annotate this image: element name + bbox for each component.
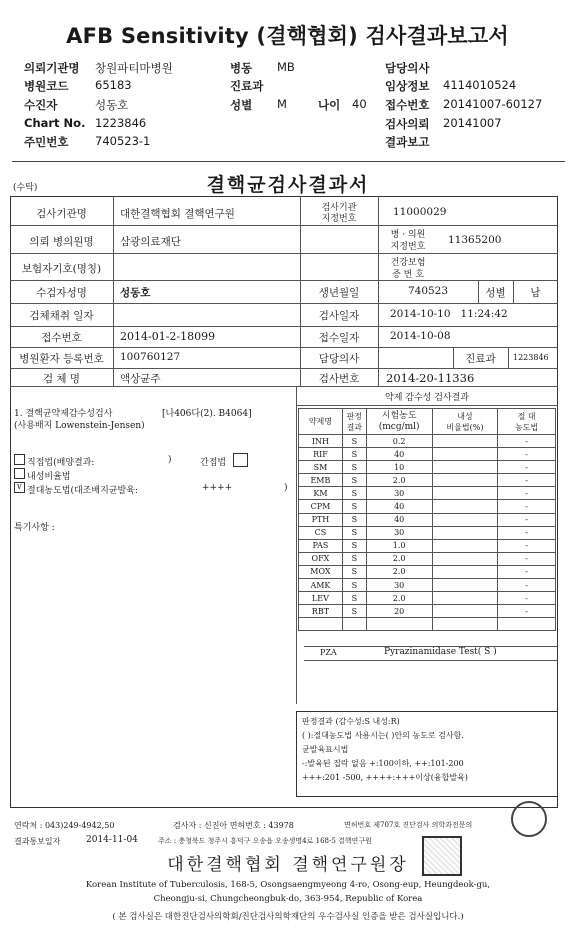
result-value: S — [342, 500, 366, 513]
pza-value: Pyrazinamidase Test( S ) — [384, 647, 497, 657]
result-value: S — [342, 448, 366, 461]
legend-line1: 판정결과 (감수성:S 내성:R) — [302, 717, 400, 726]
ratio-value — [432, 487, 498, 500]
absolute-value: - — [498, 579, 556, 592]
receipt-date-label: 접수일자 — [318, 332, 360, 344]
remarks-label: 특기사항 : — [14, 523, 55, 533]
receipt-number-label: 접수번호 — [385, 98, 430, 112]
results-title: 약제 감수성 검사결과 — [385, 393, 469, 403]
hospital-code-label: 병원코드 — [24, 79, 69, 93]
age-value: 40 — [352, 97, 367, 111]
drug-name: PAS — [299, 539, 343, 552]
certification-note: ( 본 검사실은 대한진단검사의학회/진단검사의학재단의 우수검사실 인증을 받은 검사실입니다.) — [112, 912, 464, 922]
drug-name — [299, 618, 343, 631]
result-value: S — [342, 513, 366, 526]
row-divider — [10, 303, 558, 304]
ratio-value — [432, 513, 498, 526]
direct-method-close: ) — [168, 455, 172, 465]
control-growth-close: ) — [284, 483, 288, 493]
drug-name: OFX — [299, 552, 343, 565]
result-value: S — [342, 579, 366, 592]
resident-number-label: 주민번호 — [24, 135, 69, 149]
director-seal — [422, 836, 462, 876]
col-divider — [508, 347, 509, 368]
header-divider — [12, 161, 565, 162]
ratio-value — [432, 592, 498, 605]
legend-line3: 균발육표시법 — [302, 745, 349, 754]
chart-no-label: Chart No. — [24, 116, 86, 130]
conc-value: 40 — [366, 448, 432, 461]
control-growth-value: ++++ — [202, 483, 233, 493]
ratio-value — [432, 618, 498, 631]
tb-result-form — [8, 168, 568, 928]
exam-org-code-label-1: 검사기관 — [321, 203, 357, 213]
sex-value: 남 — [530, 287, 541, 299]
report-title: AFB Sensitivity (결핵협회) 검사결과보고서 — [66, 24, 509, 48]
patient-value: 성동호 — [95, 98, 129, 112]
sex-label: 성별 — [230, 98, 253, 112]
drug-name: INH — [299, 435, 343, 448]
conc-value: 2.0 — [366, 474, 432, 487]
conc-value: 30 — [366, 487, 432, 500]
english-address-1: Korean Institute of Tuberculosis, 168-5, Osongsaengmyeong 4-ro, Osong-eup, Heungdeok-gu, — [85, 880, 491, 890]
absolute-value: - — [498, 526, 556, 539]
drug-row — [299, 448, 556, 461]
receipt-date-value: 2014-10-08 — [390, 330, 451, 342]
attending-doctor-label: 담당의사 — [318, 353, 360, 365]
result-value: S — [342, 474, 366, 487]
sex-label: 성별 — [485, 287, 506, 299]
absolute-value: - — [498, 605, 556, 618]
chart-no-value: 1223846 — [95, 116, 147, 130]
drug-row — [299, 592, 556, 605]
test-number-label: 검사번호 — [318, 373, 360, 385]
subject-name-value: 성동호 — [120, 287, 151, 299]
header-ratio: 내성 비율법(%) — [432, 409, 498, 435]
birthdate-value: 740523 — [407, 285, 449, 297]
drug-name: RBT — [299, 605, 343, 618]
conc-value: 30 — [366, 526, 432, 539]
ratio-value — [432, 474, 498, 487]
header-absolute: 절 대 농도법 — [498, 409, 556, 435]
test-method-line2: (사용배지 Lowenstein-Jensen) — [14, 421, 145, 431]
susceptibility-table — [298, 408, 556, 631]
row-divider — [10, 347, 558, 348]
drug-row — [299, 526, 556, 539]
drug-row — [299, 461, 556, 474]
referring-hospital-label: 의뢰 병의원명 — [29, 236, 94, 248]
form-title: 결핵균검사결과서 — [206, 174, 370, 196]
exam-org-label: 검사기관명 — [36, 208, 87, 220]
ratio-value — [432, 448, 498, 461]
drug-row — [299, 552, 556, 565]
sex-value: M — [277, 97, 287, 111]
test-number-value: 2014-20-11336 — [386, 371, 475, 385]
absolute-value: - — [498, 500, 556, 513]
address-info: 주소 : 충청북도 청주시 흥덕구 오송읍 오송생명4로 168-5 결핵연구원 — [158, 837, 372, 845]
result-value: S — [342, 526, 366, 539]
drug-row — [299, 487, 556, 500]
legend-line4: -:발육된 집락 없음 +:100이하, ++:101-200 — [302, 759, 464, 768]
conc-value: 20 — [366, 605, 432, 618]
results-title-divider — [296, 405, 558, 406]
absolute-conc-label: 절대농도법(대조배지균발육: — [27, 486, 138, 496]
absolute-value — [498, 618, 556, 631]
result-value: S — [342, 487, 366, 500]
health-insurance-label-1: 건강보험 — [390, 258, 426, 268]
ratio-value — [432, 605, 498, 618]
request-date-label: 검사의뢰 — [385, 117, 430, 131]
ratio-value — [432, 539, 498, 552]
health-insurance-label-2: 증 번 호 — [392, 270, 424, 280]
indirect-method-label: 간접법 — [200, 458, 227, 468]
hospital-code-label-1: 병 · 의원 — [390, 230, 426, 240]
drug-row — [299, 500, 556, 513]
absolute-value: - — [498, 448, 556, 461]
absolute-value: - — [498, 474, 556, 487]
pza-bottom-line — [304, 660, 558, 661]
hospital-code-value: 11365200 — [448, 234, 502, 246]
english-address-2: Cheongju-si, Chungcheongbuk-do, 363-954, Republic of Korea — [153, 894, 423, 904]
result-value: S — [342, 435, 366, 448]
conc-value — [366, 618, 432, 631]
drug-name: LEV — [299, 592, 343, 605]
section-divider — [296, 386, 297, 704]
conc-value: 40 — [366, 513, 432, 526]
result-value: S — [342, 605, 366, 618]
patient-reg-value: 100760127 — [120, 351, 181, 363]
official-stamp — [511, 801, 547, 837]
form-tag: (수탁) — [13, 183, 38, 193]
drug-name: CPM — [299, 500, 343, 513]
referring-hospital-value: 삼광의료재단 — [120, 236, 181, 248]
result-value: S — [342, 592, 366, 605]
clinical-info-value: 4114010524 — [443, 78, 517, 92]
absolute-value: - — [498, 552, 556, 565]
absolute-value: - — [498, 513, 556, 526]
drug-row — [299, 474, 556, 487]
drug-name: PTH — [299, 513, 343, 526]
department-label: 진료과 — [465, 353, 496, 365]
accession-number-value: 2014-01-2-18099 — [120, 330, 216, 343]
absolute-value: - — [498, 565, 556, 578]
doctor-label: 담당의사 — [385, 61, 430, 75]
absolute-conc-checkbox[interactable] — [14, 482, 25, 493]
birthdate-label: 생년월일 — [318, 287, 360, 299]
ratio-value — [432, 500, 498, 513]
test-date-value: 2014-10-10 11:24:42 — [390, 308, 508, 320]
conc-value: 2.0 — [366, 552, 432, 565]
row-divider — [10, 280, 558, 281]
report-date-label: 결과통보일자 — [14, 837, 61, 846]
result-value: S — [342, 461, 366, 474]
drug-row — [299, 513, 556, 526]
conc-value: 2.0 — [366, 592, 432, 605]
ratio-value — [432, 461, 498, 474]
insurance-label: 보험자기호(명칭) — [21, 263, 102, 275]
indirect-method-checkbox[interactable] — [233, 453, 248, 467]
check-mark: v — [17, 482, 22, 491]
examiner-info: 검사자 : 신진아 면허번호 : 43978 — [173, 821, 294, 830]
sample-date-label: 검체채취 일자 — [29, 310, 94, 322]
conc-value: 0.2 — [366, 435, 432, 448]
ward-value: MB — [277, 60, 295, 74]
test-method-line1b: [나406다(2). B4064] — [162, 409, 252, 419]
resistance-ratio-checkbox[interactable] — [14, 468, 25, 479]
drug-name: MOX — [299, 565, 343, 578]
col-divider — [113, 196, 114, 386]
header-drug: 약제명 — [299, 409, 343, 435]
conc-value: 30 — [366, 579, 432, 592]
pza-label: PZA — [320, 648, 337, 657]
exam-org-code-value: 11000029 — [393, 206, 447, 218]
patient-label: 수진자 — [24, 98, 58, 112]
conc-value: 1.0 — [366, 539, 432, 552]
resident-number-value: 740523-1 — [95, 134, 151, 148]
result-value: S — [342, 565, 366, 578]
row-divider — [10, 253, 558, 254]
drug-row — [299, 579, 556, 592]
result-value: S — [342, 552, 366, 565]
specimen-value: 액상균주 — [120, 373, 161, 385]
conc-value: 2.0 — [366, 565, 432, 578]
result-value: S — [342, 539, 366, 552]
hospital-code-label-2: 지정번호 — [390, 242, 426, 252]
receipt-number-value: 20141007-60127 — [443, 97, 543, 111]
department-value: 1223846 — [513, 353, 549, 362]
legend-line5: +++:201 -500, ++++:+++이상(융합발육) — [302, 773, 468, 782]
direct-method-label: 직접법(배양결과: — [27, 458, 95, 468]
ratio-value — [432, 565, 498, 578]
drug-name: KM — [299, 487, 343, 500]
test-date-label: 검사일자 — [318, 310, 360, 322]
ratio-value — [432, 435, 498, 448]
clinical-info-label: 임상정보 — [385, 79, 430, 93]
report-date-value: 2014-11-04 — [86, 835, 138, 845]
subject-name-label: 수검자성명 — [36, 287, 87, 299]
row-divider — [10, 326, 558, 327]
absolute-value: - — [498, 539, 556, 552]
row-divider — [10, 368, 558, 369]
ratio-value — [432, 579, 498, 592]
absolute-value: - — [498, 487, 556, 500]
drug-name: CS — [299, 526, 343, 539]
institute-name: 대한결핵협회 결핵연구원장 — [167, 855, 409, 875]
drug-row — [299, 435, 556, 448]
exam-org-code-label-2: 지정번호 — [321, 214, 357, 224]
drug-name: AMK — [299, 579, 343, 592]
contact-info: 연락처 : 043)249-4942,50 — [14, 821, 115, 830]
direct-method-checkbox[interactable] — [14, 454, 25, 465]
row-divider — [10, 225, 558, 226]
license-info: 면허번호 제707호 진단검사 의학과전문의 — [344, 821, 473, 829]
ward-label: 병동 — [230, 61, 253, 75]
hospital-name-label: 의뢰기관명 — [24, 61, 80, 75]
drug-name: EMB — [299, 474, 343, 487]
drug-row — [299, 539, 556, 552]
hospital-name-value: 창원파티마병원 — [95, 61, 173, 75]
drug-name: SM — [299, 461, 343, 474]
age-label: 나이 — [318, 98, 341, 112]
row-divider — [10, 386, 558, 387]
resistance-ratio-label: 내성비율법 — [27, 472, 71, 482]
department-label: 진료과 — [230, 79, 264, 93]
drug-row — [299, 605, 556, 618]
request-date-value: 20141007 — [443, 116, 502, 130]
result-value — [342, 618, 366, 631]
accession-number-label: 접수번호 — [41, 332, 82, 344]
drug-row — [299, 565, 556, 578]
absolute-value: - — [498, 461, 556, 474]
header-result: 판정 결과 — [342, 409, 366, 435]
test-method-line1a: 1. 결핵균약제감수성검사 — [14, 409, 113, 419]
exam-org-value: 대한결핵협회 결핵연구원 — [120, 208, 235, 220]
result-report-label: 결과보고 — [385, 135, 430, 149]
ratio-value — [432, 552, 498, 565]
specimen-label: 검 체 명 — [42, 373, 81, 385]
conc-value: 40 — [366, 500, 432, 513]
hospital-code-value: 65183 — [95, 78, 132, 92]
header-conc: 시험농도 (mcg/ml) — [366, 409, 432, 435]
absolute-value: - — [498, 435, 556, 448]
legend-line2: ( ):절대농도법 사용시는( )안의 농도로 검사함. — [302, 731, 464, 740]
drug-name: RIF — [299, 448, 343, 461]
patient-reg-label: 병원환자 등록번호 — [19, 353, 104, 365]
ratio-value — [432, 526, 498, 539]
conc-value: 10 — [366, 461, 432, 474]
absolute-value: - — [498, 592, 556, 605]
drug-row — [299, 618, 556, 631]
